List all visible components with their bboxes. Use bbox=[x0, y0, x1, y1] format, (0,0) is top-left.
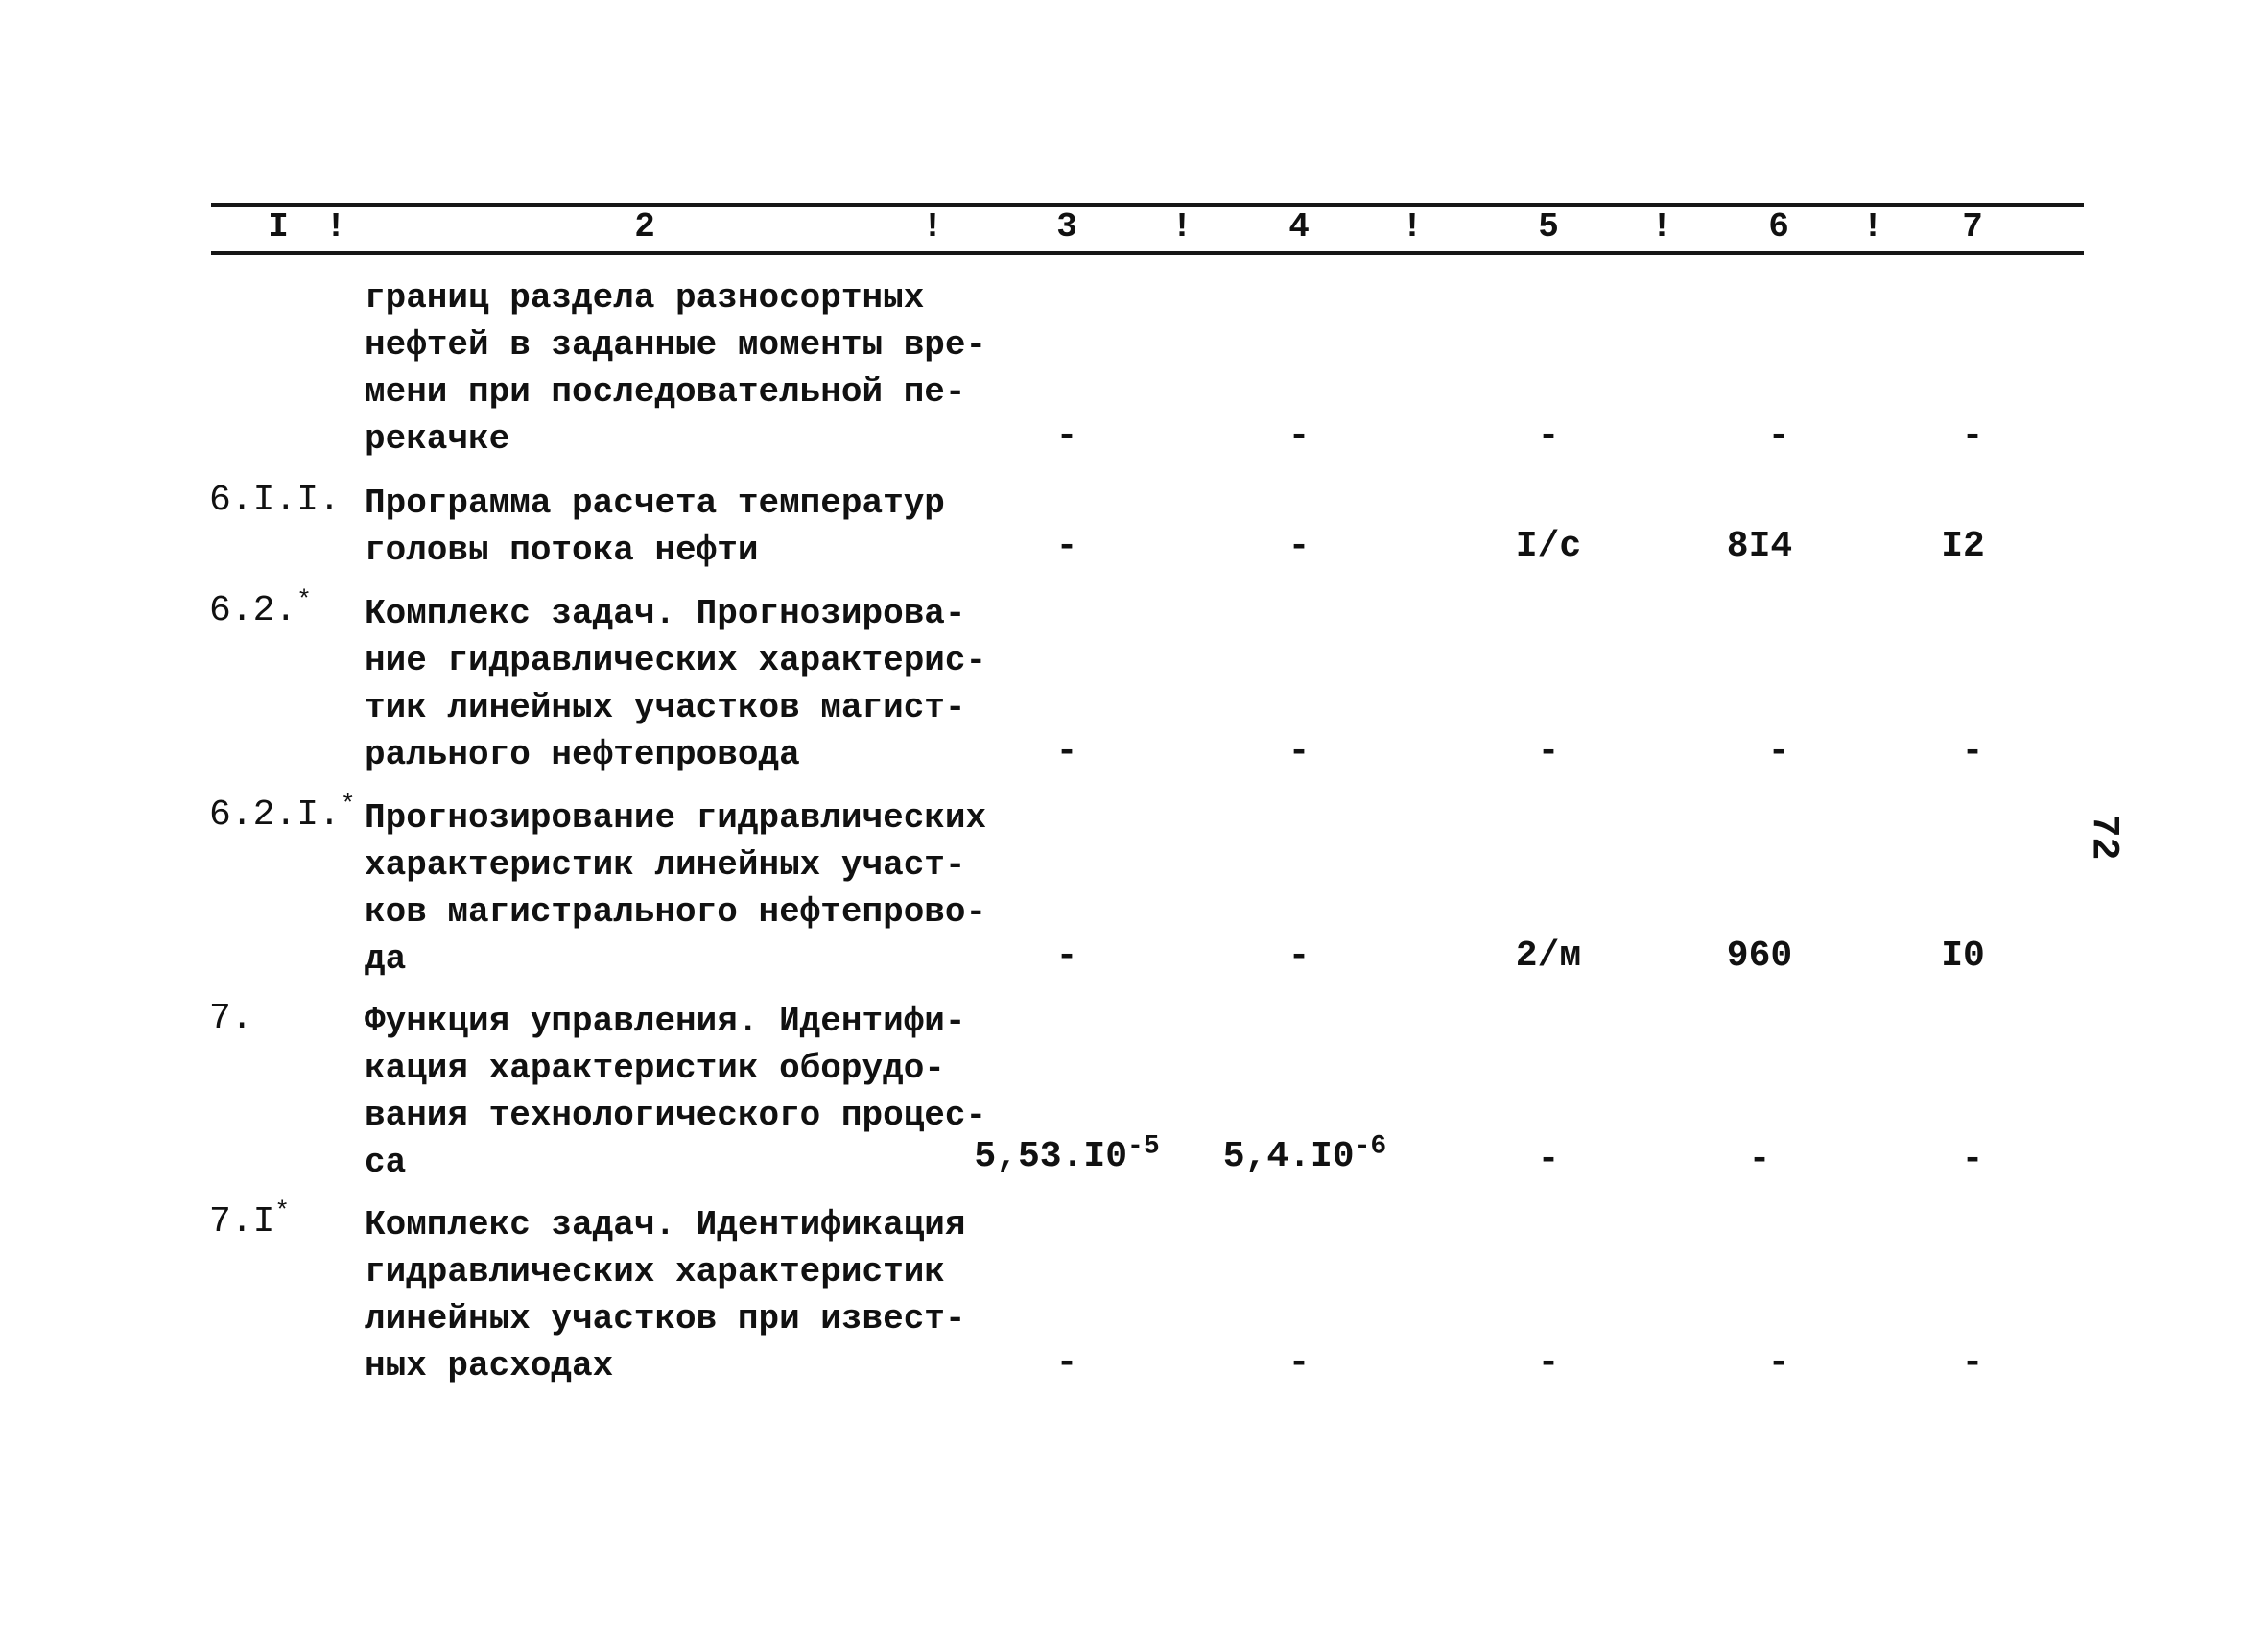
header-separator: ! bbox=[1651, 207, 1672, 247]
description-line: линейных участков при извест- bbox=[365, 1299, 966, 1338]
row-number-text: 7. bbox=[209, 998, 253, 1039]
description-line: ных расходах bbox=[365, 1346, 614, 1385]
header-col-5: 5 bbox=[1538, 207, 1559, 247]
cell-col-6: 8I4 bbox=[1726, 526, 1793, 567]
row-number-mark: * bbox=[340, 790, 356, 819]
description-line: Функция управления. Идентифи- bbox=[365, 1002, 966, 1041]
cell-col-3: - bbox=[1055, 526, 1078, 567]
description-line: са bbox=[365, 1143, 407, 1182]
cell-col-5: - bbox=[1537, 731, 1560, 772]
header-separator: ! bbox=[325, 207, 346, 247]
header-bottom-rule bbox=[211, 251, 2084, 255]
cell-col-7: - bbox=[1961, 1342, 1984, 1384]
row-number bbox=[209, 998, 253, 1039]
page-number: 72 bbox=[2081, 814, 2125, 861]
header-separator: ! bbox=[922, 207, 943, 247]
row-number-mark: * bbox=[274, 1196, 291, 1226]
cell-col-5: 2/м bbox=[1515, 935, 1582, 977]
cell-col-4: - bbox=[1288, 731, 1311, 772]
description-line: мени при последовательной пе- bbox=[365, 372, 966, 412]
header-separator: ! bbox=[1402, 207, 1423, 247]
row-number bbox=[209, 790, 356, 836]
description-line: тик линейных участков магист- bbox=[365, 688, 966, 727]
header-col-6: 6 bbox=[1768, 207, 1789, 247]
description-line: Комплекс задач. Прогнозирова- bbox=[365, 594, 966, 633]
header-col-7: 7 bbox=[1962, 207, 1983, 247]
cell-col-7: I0 bbox=[1941, 935, 1985, 977]
header-col-1: I bbox=[268, 207, 289, 247]
header-top-rule bbox=[211, 203, 2084, 207]
row-description bbox=[365, 274, 987, 462]
row-number-text: 6.I.I. bbox=[209, 480, 341, 521]
row-number-text: 6.2. bbox=[209, 590, 297, 631]
description-line: нефтей в заданные моменты вре- bbox=[365, 325, 987, 365]
description-line: гидравлических характеристик bbox=[365, 1252, 945, 1291]
cell-col-6: 960 bbox=[1726, 935, 1793, 977]
row-number bbox=[209, 585, 312, 631]
row-description bbox=[365, 480, 979, 574]
row-description bbox=[365, 1201, 979, 1389]
row-description bbox=[365, 998, 987, 1186]
cell-mantissa: 5,4.I0 bbox=[1222, 1136, 1355, 1177]
cell-exponent: -6 bbox=[1354, 1131, 1387, 1162]
row-number bbox=[209, 480, 341, 521]
cell-col-6: - bbox=[1767, 415, 1790, 457]
cell-col-3: - bbox=[1055, 415, 1078, 457]
row-number-text: 7.I bbox=[209, 1201, 275, 1243]
description-line: границ раздела разносортных bbox=[365, 278, 925, 318]
header-separator: ! bbox=[1171, 207, 1193, 247]
cell-col-6: - bbox=[1767, 1342, 1790, 1384]
cell-col-3: - bbox=[1055, 1342, 1078, 1384]
description-line: рекачке bbox=[365, 419, 510, 459]
cell-col-5: I/c bbox=[1515, 526, 1582, 567]
description-line: да bbox=[365, 939, 407, 979]
cell-col-5: - bbox=[1537, 415, 1560, 457]
cell-col-5: - bbox=[1537, 1342, 1560, 1384]
description-line: ков магистрального нефтепрово- bbox=[365, 892, 987, 932]
header-col-4: 4 bbox=[1288, 207, 1310, 247]
cell-col-4 bbox=[1222, 1131, 1387, 1177]
cell-exponent: -5 bbox=[1127, 1131, 1160, 1162]
description-line: рального нефтепровода bbox=[365, 735, 800, 774]
cell-col-7: - bbox=[1961, 731, 1984, 772]
cell-col-4: - bbox=[1288, 526, 1311, 567]
row-description bbox=[365, 590, 987, 778]
header-separator: ! bbox=[1862, 207, 1883, 247]
cell-col-7: - bbox=[1961, 1139, 1984, 1180]
description-line: Программа расчета температур bbox=[365, 484, 945, 523]
cell-col-4: - bbox=[1288, 415, 1311, 457]
cell-col-6: - bbox=[1767, 731, 1790, 772]
description-line: Комплекс задач. Идентификация bbox=[365, 1205, 966, 1244]
row-number-mark: * bbox=[296, 585, 312, 615]
header-col-2: 2 bbox=[634, 207, 655, 247]
description-line: Прогнозирование гидравлических bbox=[365, 798, 987, 838]
description-line: вания технологического процес- bbox=[365, 1096, 987, 1135]
description-line: головы потока нефти bbox=[365, 531, 759, 570]
cell-col-3: - bbox=[1055, 731, 1078, 772]
row-number bbox=[209, 1196, 291, 1243]
header-col-3: 3 bbox=[1056, 207, 1077, 247]
description-line: кация характеристик оборудо- bbox=[365, 1049, 945, 1088]
cell-col-4: - bbox=[1288, 935, 1311, 977]
cell-col-7: I2 bbox=[1941, 526, 1985, 567]
cell-col-6: - bbox=[1748, 1139, 1771, 1180]
cell-col-3: - bbox=[1055, 935, 1078, 977]
cell-col-3 bbox=[974, 1131, 1160, 1177]
row-number-text: 6.2.I. bbox=[209, 794, 341, 836]
cell-col-4: - bbox=[1288, 1342, 1311, 1384]
description-line: ние гидравлических характерис- bbox=[365, 641, 987, 680]
cell-col-5: - bbox=[1537, 1139, 1560, 1180]
cell-mantissa: 5,53.I0 bbox=[974, 1136, 1128, 1177]
description-line: характеристик линейных участ- bbox=[365, 845, 966, 885]
cell-col-7: - bbox=[1961, 415, 1984, 457]
row-description bbox=[365, 794, 987, 983]
